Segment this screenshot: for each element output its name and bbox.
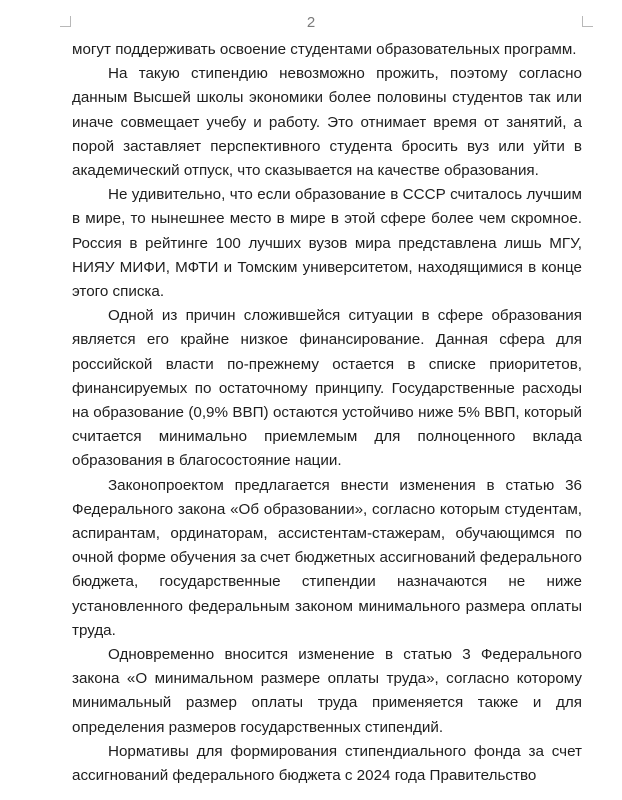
paragraph-bill-article-36: Законопроектом предлагается внести изменения в статью 36 Федерального закона «Об образовании», согласно которым студентам, аспирантам, ординаторам, ассистентам-стажерам, обучающимся по очной форме обучения за счет бюджетных ассигнований федерального бюджета, государственные стипендии назначаются не ниже установленного федеральным законом минимального размера оплаты труда. (72, 476, 582, 639)
paragraph-stipend: На такую стипендию невозможно прожить, поэтому согласно данным Высшей школы экономики более половины студентов так или иначе совмещает учебу и работу. Это отнимает время от занятий, а порой заставляет перспективного студента бросить вуз или уйти в академический отпуск, что сказывается на качестве образования. (72, 65, 582, 180)
paragraph-standards: Нормативы для формирования стипендиального фонда за счет ассигнований федерального бюджета с 2024 года Правительство (72, 742, 582, 785)
paragraph-funding: Одной из причин сложившейся ситуации в сфере образования является его крайне низкое финансирование. Данная сфера для российской власти по-прежнему остается в списке приоритетов, финансируемых по остаточному принципу. Государственные расходы на образование (0,9% ВВП) остаются устойчиво ниже 5% ВВП, который считается минимально приемлемым для полноценного вклада образования в благосостояние нации. (72, 307, 582, 470)
page-number: 2 (306, 14, 316, 31)
paragraph-bill-article-3: Одновременно вносится изменение в статью 3 Федерального закона «О минимальном размере оплаты труда», согласно которому минимальный размер оплаты труда применяется также и для определения размеров государственных стипендий. (72, 646, 582, 736)
paragraph-ussr-education: Не удивительно, что если образование в СССР считалось лучшим в мире, то нынешнее место в мире в этой сфере более чем скромное. Россия в рейтинге 100 лучших вузов мира представлена лишь МГУ, НИЯУ МИФИ, МФТИ и Томским университетом, находящимися в конце этого списка. (72, 186, 582, 301)
paragraph-continuation: могут поддерживать освоение студентами образовательных программ. (72, 41, 577, 58)
document-body (72, 38, 582, 788)
